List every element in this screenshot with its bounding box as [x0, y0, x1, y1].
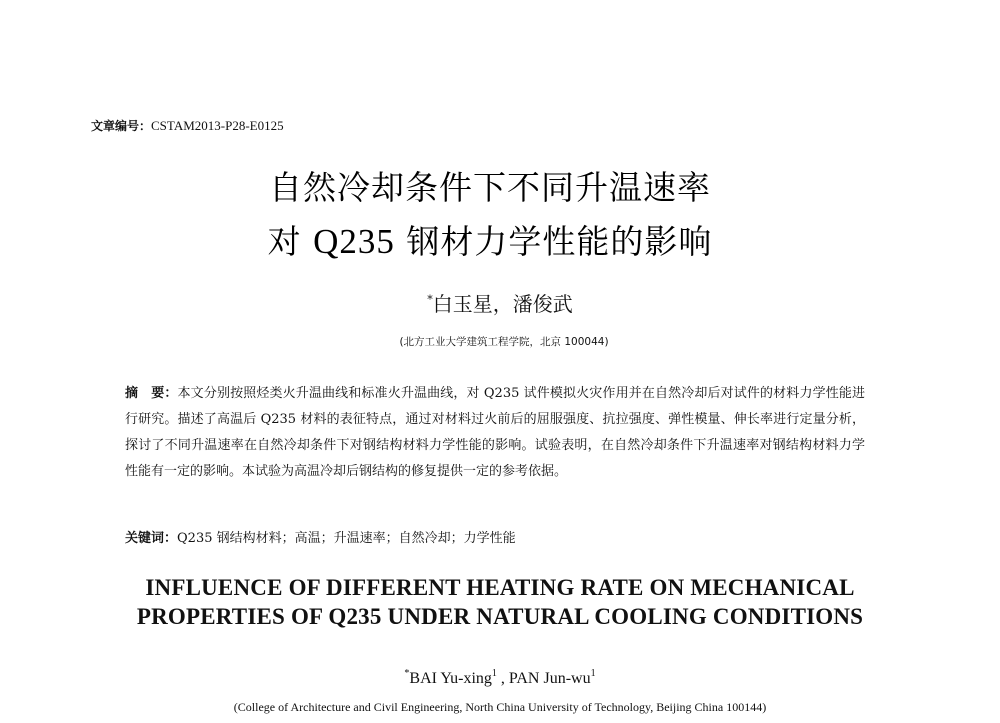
title-cn-line2-latin: Q235: [313, 222, 395, 261]
title-cn-line2-prefix: 对: [267, 222, 314, 261]
author2-en: PAN Jun-wu: [508, 670, 591, 687]
corresponding-marker: *: [427, 293, 433, 306]
keywords: [125, 527, 516, 546]
article-number-value: CSTAM2013-P28-E0125: [151, 118, 284, 133]
title-en-line1: INFLUENCE OF DIFFERENT HEATING RATE ON MECHANICAL: [145, 575, 855, 600]
author1-en: BAI Yu-xing: [409, 670, 492, 687]
affiliation-en: (College of Architecture and Civil Engineering, North China University of Technology, Beijing China 100144): [233, 700, 767, 714]
abstract-label: 摘 要：: [125, 386, 178, 401]
authors-en: [0, 668, 1000, 688]
title-cn-line1: 自然冷却条件下不同升温速率: [269, 168, 711, 207]
affiliation-cn: (北方工业大学建筑工程学院，北京 100044): [399, 336, 609, 348]
article-number: [91, 117, 284, 134]
title-cn-line2-suffix: 钢材力学性能的影响: [394, 222, 713, 261]
author-names-cn: 白玉星，潘俊武: [432, 292, 573, 316]
author-separator: ,: [496, 670, 509, 687]
abstract-text: 本文分别按照烃类火升温曲线和标准火升温曲线，对 Q235 试件模拟火灾作用并在自然冷却后对试件的材料力学性能进行研究。描述了高温后 Q235 材料的表征特点，通过对材料过火前后的屈服强度、抗拉强度、弹性模量、伸长率进行定量分析，探讨了不同升温速率在自然冷却条件下对钢结构材料力学性能的影响。试验表明，在自然冷却条件下升温速率对钢结构材料力学性能有一定的影响。本试验为高温冷却后钢结构的修复提供一定的参考依据。: [125, 386, 865, 479]
keywords-text: Q235 钢结构材料；高温；升温速率；自然冷却；力学性能: [177, 531, 516, 546]
authors-cn: [0, 288, 1000, 317]
article-number-label: 文章编号：: [91, 119, 152, 133]
author2-affil-sup: 1: [590, 668, 596, 679]
title-en-line2: PROPERTIES OF Q235 UNDER NATURAL COOLING CONDITIONS: [136, 604, 864, 629]
corresponding-marker-en: *: [404, 668, 410, 679]
keywords-label: 关键词：: [125, 531, 178, 546]
author1-affil-sup: 1: [491, 668, 497, 679]
title-cn-line2: [0, 216, 990, 263]
abstract: [125, 381, 865, 485]
